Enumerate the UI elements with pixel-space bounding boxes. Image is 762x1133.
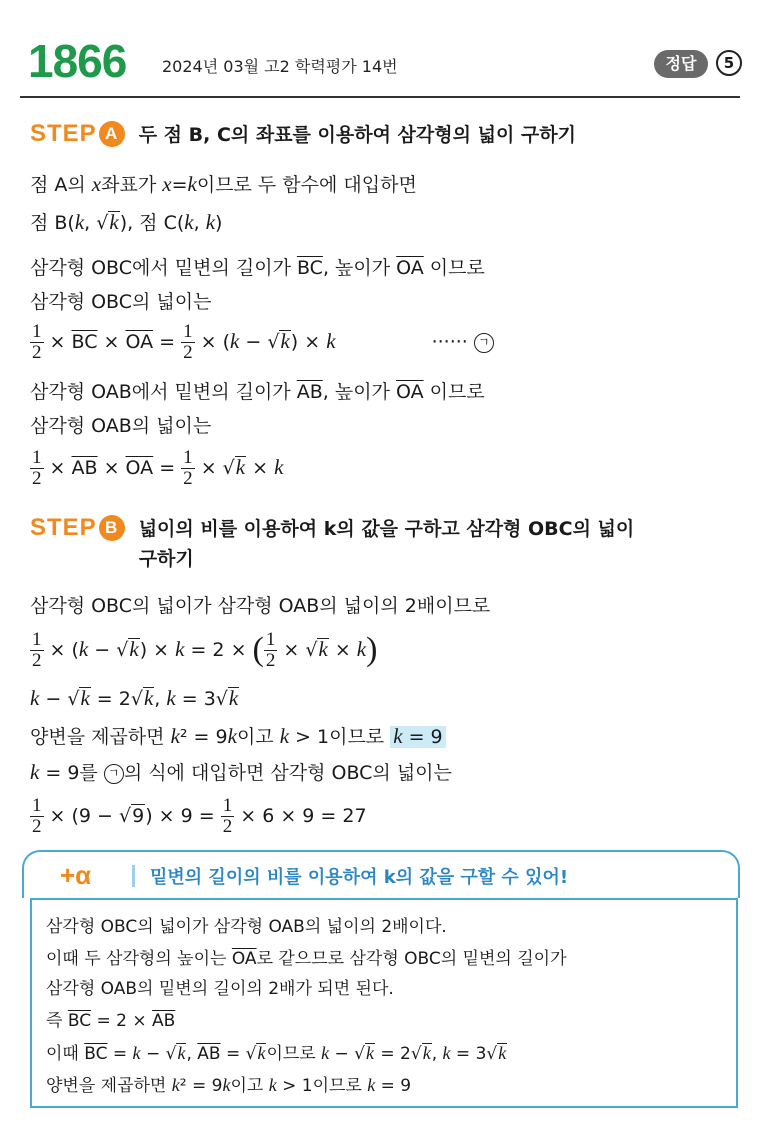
- header-divider: [20, 96, 740, 98]
- answer-value: 5: [716, 50, 742, 76]
- solution-line: 삼각형 OBC의 넓이는: [30, 291, 212, 313]
- step-label: STEP A: [30, 120, 125, 148]
- solution-line: 삼각형 OAB의 넓이는: [30, 415, 212, 437]
- solution-line: 점 B(k, √k), 점 C(k, k): [30, 210, 223, 234]
- problem-number: 1866: [28, 35, 127, 87]
- alpha-line: 삼각형 OAB의 밑변의 길이의 2배가 되면 된다.: [46, 979, 394, 999]
- alpha-separator: [132, 865, 135, 887]
- answer-badge: 정답: [654, 50, 708, 78]
- alpha-line: 즉 $\overline{BC} = 2 \times \overline{AB}$: [46, 1011, 176, 1031]
- alpha-line: 이때 $\overline{BC} = k - √k$, $\overline{AB} = √k$이므로 k − √k = 2√k, k = 3√k: [46, 1043, 507, 1064]
- step-letter-badge: A: [99, 121, 125, 147]
- alpha-box-header: [22, 850, 740, 898]
- solution-line: 삼각형 OBC에서 밑변의 길이가 $\overline{BC}$, 높이가 $\overline{OA}$ 이므로: [30, 257, 485, 279]
- solution-line: 삼각형 OAB에서 밑변의 길이가 $\overline{AB}$, 높이가 $\overline{OA}$ 이므로: [30, 381, 485, 403]
- solution-line: 점 A의 x좌표가 x=k이므로 두 함수에 대입하면: [30, 172, 417, 196]
- plus-alpha-icon: +α: [60, 860, 92, 890]
- alpha-box: [30, 898, 738, 1108]
- step-a-heading: [30, 120, 576, 150]
- problem-header: [22, 30, 742, 96]
- equation-line: $\frac{1}{2}$ × (9 − √9) × 9 = $\frac{1}{2}$ × 6 × 9 = 27: [32, 795, 367, 837]
- solution-line: k = 9를 ㄱ 의 식에 대입하면 삼각형 OBC의 넓이는: [30, 760, 452, 784]
- alpha-line: 삼각형 OBC의 넓이가 삼각형 OAB의 넓이의 2배이다.: [46, 917, 447, 937]
- equation-line: k − √k = 2√k, k = 3√k: [30, 686, 239, 710]
- highlighted-answer: k = 9: [390, 726, 445, 748]
- equation-line: $\frac{1}{2}$ × $\overline{BC} \times \overline{OA}$ = $\frac{1}{2}$ × (k − √k) × k ······ ㄱ: [30, 322, 494, 363]
- equation-marker: ㄱ: [104, 764, 124, 784]
- alpha-title: 밑변의 길이의 비를 이용하여 k의 값을 구할 수 있어!: [150, 867, 569, 888]
- solution-line: 양변을 제곱하면 k² = 9k이고 k > 1이므로 k = 9: [30, 722, 446, 751]
- equation-line: $\frac{1}{2}$ × $\overline{AB} \times \overline{OA}$ = $\frac{1}{2}$ × √k × k: [32, 447, 284, 489]
- step-b-heading: [30, 514, 634, 574]
- step-a-title: 두 점 B, C의 좌표를 이용하여 삼각형의 넓이 구하기: [138, 124, 576, 146]
- problem-source: 2024년 03월 고2 학력평가 14번: [162, 57, 398, 76]
- alpha-line: 양변을 제곱하면 k² = 9k이고 k > 1이므로 k = 9: [46, 1075, 412, 1096]
- equation-line: $\frac{1}{2}$ × (k − √k) × k = 2 × ( $\frac{1}{2}$ × √k × k): [32, 629, 378, 671]
- step-b-title: 넓이의 비를 이용하여 k의 값을 구하고 삼각형 OBC의 넓이 구하기: [138, 518, 635, 570]
- equation-marker: ㄱ: [474, 333, 494, 353]
- step-label: STEP B: [30, 514, 125, 542]
- step-letter-badge: B: [99, 515, 125, 541]
- alpha-line: 이때 두 삼각형의 높이는 $\overline{OA}$로 같으므로 삼각형 OBC의 밑변의 길이가: [46, 949, 567, 969]
- solution-line: 삼각형 OBC의 넓이가 삼각형 OAB의 넓이의 2배이므로: [30, 595, 491, 617]
